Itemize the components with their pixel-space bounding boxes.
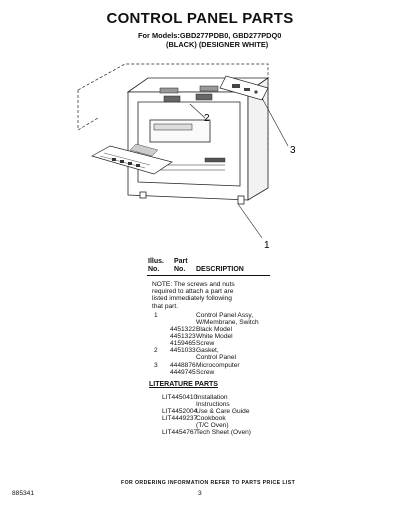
list-item-desc: Installation Instructions: [196, 394, 230, 409]
page-title: CONTROL PANEL PARTS: [106, 10, 294, 27]
table-row: 1: [154, 312, 158, 319]
table-row-desc: Microcomputer: [196, 362, 240, 369]
list-item-desc: Use & Care Guide: [196, 408, 250, 415]
table-row-desc: Gasket, Control Panel: [196, 347, 236, 362]
list-item: LIT4454767: [162, 429, 198, 436]
list-item: LIT4452004: [162, 408, 198, 415]
models-line: For Models:GBD277PDB0, GBD277PDQ0: [138, 31, 282, 40]
table-row: 3: [154, 362, 158, 369]
callout-3: 3: [290, 145, 296, 156]
colors-line: (BLACK) (DESIGNER WHITE): [166, 40, 269, 49]
list-item-desc: Tech Sheet (Oven): [196, 429, 251, 436]
callout-2: 2: [204, 113, 210, 124]
table-row: 4159465: [170, 340, 196, 347]
document-number: 885341: [12, 490, 35, 497]
table-row-desc: White Model: [196, 333, 233, 340]
table-row-part: 4451033: [170, 347, 196, 354]
table-row: 2: [154, 347, 158, 354]
table-row-desc: Screw: [196, 369, 215, 376]
table-row-desc: Control Panel Assy, W/Membrane, Switch: [196, 312, 259, 327]
list-item: LIT4449237: [162, 415, 198, 422]
literature-heading: LITERATURE PARTS: [149, 381, 218, 388]
table-row: 4451322: [170, 326, 196, 333]
table-row: 4449745: [170, 369, 196, 376]
table-row-desc: Screw: [196, 340, 215, 347]
table-row: 4451323: [170, 333, 196, 340]
ordering-footer: FOR ORDERING INFORMATION REFER TO PARTS PRICE LIST: [121, 480, 296, 486]
list-item: LIT4450410: [162, 394, 198, 401]
leader-line-1: [238, 204, 262, 238]
col-part-top: Part: [174, 258, 188, 265]
list-item-desc: Cookbook (T/C Oven): [196, 415, 229, 430]
col-illus-top: Illus.: [148, 258, 164, 265]
callout-1: 1: [264, 240, 270, 251]
table-row-desc: Black Model: [196, 326, 232, 333]
note-block: NOTE: The screws and nuts required to attach a part are listed immediately following that part.: [152, 281, 235, 310]
header-rule: [147, 275, 270, 276]
col-illus-bottom: No.: [148, 266, 160, 273]
col-part-bottom: No.: [174, 266, 186, 273]
col-description: DESCRIPTION: [196, 266, 244, 273]
page-number: 3: [198, 490, 202, 497]
table-row-part: 4448876: [170, 362, 196, 369]
